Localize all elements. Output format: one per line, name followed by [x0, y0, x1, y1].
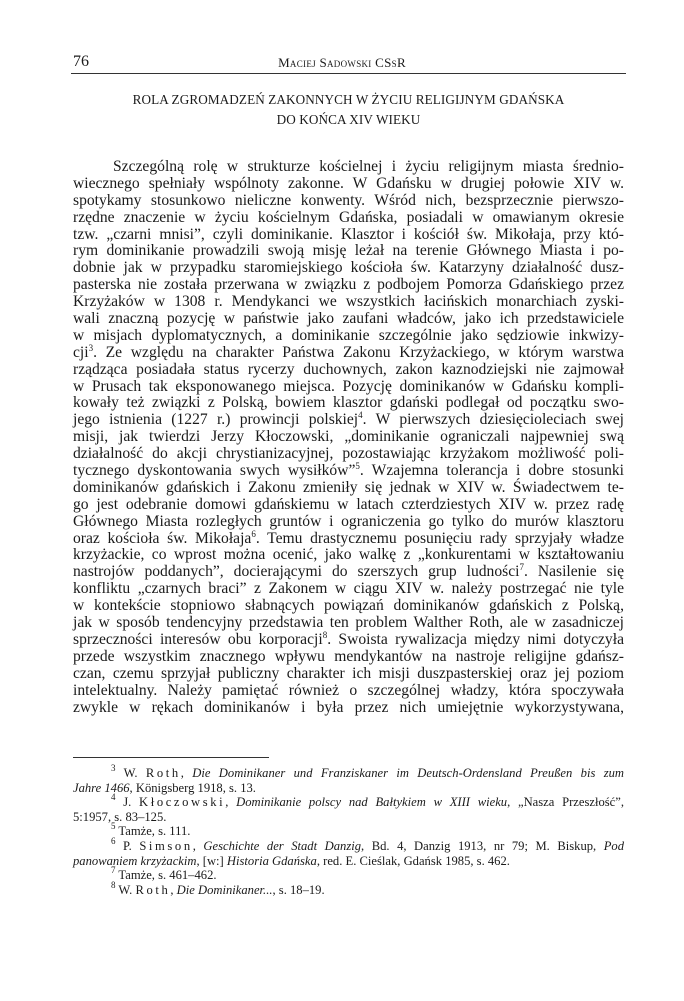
text-run: w Prusach tak eksponowanego miejsca. Pozycję dominikanów w Gdańsku kompli- — [73, 377, 624, 395]
body-line — [73, 311, 624, 328]
body-line — [73, 159, 624, 176]
text-run: Szczególną rolę w strukturze kościelnej i życiu religijnym miasta średnio- — [113, 158, 624, 175]
italic-text: Geschichte der Stadt Danzig — [203, 838, 362, 853]
text-run: zwykle w rękach dominikanów i była przez nich umiejętnie wykorzystywana, — [73, 698, 624, 716]
body-line — [73, 547, 624, 564]
body-line — [73, 564, 624, 581]
chapter-title-line-1: ROLA ZGROMADZEŃ ZAKONNYCH W ŻYCIU RELIGIJNYM GDAŃSKA — [132, 92, 565, 107]
text-run: działalność do akcji chrystianizacyjnej, pozostawiając krzyżakom możliwość poli- — [73, 445, 624, 463]
text-run: Głównego Miasta rozległych gruntów i ograniczenia go tylko do murów klasztoru — [73, 512, 624, 530]
text-run: Tamże, s. 111. — [115, 824, 191, 839]
text-run: pasterska nie została przerwana w związku z podbojem Pomorza Gdańskiego przez — [73, 276, 624, 294]
text-run: . Nasilenie się — [523, 563, 625, 581]
footnote-marker[interactable]: 5 — [355, 461, 360, 472]
text-run: , — [192, 838, 204, 853]
italic-text: Pod — [603, 838, 625, 853]
footnote-marker[interactable]: 4 — [358, 410, 363, 421]
author-name: Simson — [139, 838, 193, 853]
text-run: . Swoista rywalizacja między nimi dotyczyła — [327, 630, 624, 648]
body-line — [73, 429, 624, 446]
footnote-line — [73, 763, 625, 781]
header-rule — [71, 73, 626, 74]
text-run: cji — [73, 343, 89, 361]
body-line — [73, 260, 624, 277]
text-run: intelektualny. Należy pamiętać również o szczególnej władzy, która spoczywała — [73, 681, 624, 699]
text-run: . Ze względu na charakter Państwa Zakonu Krzyżackiego, w którym warstwa — [93, 343, 624, 361]
body-line — [73, 277, 624, 294]
text-run: sprzeczności interesów obu korporacji — [73, 630, 323, 648]
text-run: . Wzajemna tolerancja i dobre stosunki — [359, 462, 624, 480]
footnote-marker[interactable]: 3 — [88, 342, 94, 353]
text-run: czan, czemu sprzyjał publiczny charakter ich misji duszpasterskiej oraz jej poziom — [73, 664, 624, 682]
text-run: wiecznego spełniały wspólnoty zakonne. W Gdańsku w drugiej połowie XIV w. — [73, 174, 624, 192]
text-run: , [w:] — [196, 853, 227, 868]
footnote-marker[interactable]: 7 — [111, 865, 116, 876]
body-line — [73, 395, 624, 412]
text-run: jego istnienia (1227 r.) prowincji polskiej — [73, 411, 359, 429]
text-run: , — [180, 766, 193, 780]
text-run: rym dominikanie prowadzili swoją misję leżał na terenie Głównego Miasta i po- — [73, 242, 624, 260]
body-line — [73, 193, 624, 210]
text-run: , „Nasza Przeszłość”, — [507, 795, 624, 810]
italic-text: Die Dominikaner und Franziskaner im Deutsch-Ordensland Preußen bis zum — [192, 766, 625, 780]
italic-text: Historia Gdańska — [226, 853, 317, 868]
text-run: konfliktu „czarnych braci” z Zakonem w ciągu XIV w. należy postrzegać nie tyle — [73, 580, 624, 598]
body-line — [73, 446, 624, 463]
page-number: 76 — [73, 53, 89, 70]
body-line — [73, 210, 624, 227]
author-name: Roth — [145, 766, 181, 780]
text-run: tzw. „czarni mnisi”, czyli dominikanie. Klasztor i kościół św. Mikołaja, przy któ- — [73, 225, 624, 243]
body-line — [73, 666, 624, 683]
body-line — [73, 379, 624, 396]
body-line — [73, 700, 624, 717]
author-name: Roth — [135, 882, 171, 897]
body-line — [73, 615, 624, 632]
body-text — [73, 159, 624, 716]
text-run: , s. 18–19. — [272, 882, 325, 897]
text-run: . W pierwszych dziesięcioleciach swej — [362, 411, 625, 429]
text-run: misji, jak twierdzi Jerzy Kłoczowski, „dominikanie ograniczali najpewniej swą — [73, 428, 624, 446]
body-line — [73, 243, 624, 260]
text-run: wali znaczną pozycję w państwie jako zaufani władców, jako ich przedstawiciele — [73, 310, 624, 328]
text-run: tycznego dyskontowania swych wysiłków” — [73, 462, 356, 480]
text-run: oraz kościoła św. Mikołaja — [73, 529, 252, 547]
body-line — [73, 598, 624, 615]
text-run: Tamże, s. 461–462. — [115, 868, 217, 883]
body-line — [73, 497, 624, 514]
footnote-line — [73, 854, 624, 869]
footnote-marker[interactable]: 7 — [519, 562, 524, 573]
italic-text: panowaniem krzyżackim — [73, 853, 197, 868]
footnote-marker[interactable]: 8 — [111, 879, 116, 890]
footnote-line — [73, 865, 624, 883]
author-name: Kłoczowski — [139, 795, 226, 810]
text-run: przede wszystkim znacznego wpływu mendykantów na nastroje religijne gdańsz- — [73, 647, 624, 665]
chapter-title-line-2: DO KOŃCA XIV WIEKU — [276, 112, 421, 127]
body-line — [73, 514, 624, 531]
body-line — [73, 294, 624, 311]
italic-text: Die Dominikaner... — [176, 882, 273, 897]
running-head: Maciej Sadowski CSsR — [278, 55, 406, 70]
text-run: rządząca posiadała status rycerzy duchownych, zakon kaznodziejski nie zajmował — [73, 360, 624, 378]
body-line — [73, 463, 624, 480]
text-run: 5:1957, s. 83–125. — [73, 809, 167, 824]
body-line — [73, 649, 624, 666]
body-line — [73, 227, 624, 244]
text-run: go jest odebranie domowi gdańskiemu w latach czterdziestych XIV w. przez radę — [73, 495, 624, 513]
text-run: nastrojów poddanych”, docierającymi do szerszych grup ludności — [73, 563, 520, 581]
footnote-line — [73, 835, 625, 854]
body-line — [73, 480, 624, 497]
footnote-marker[interactable]: 3 — [111, 763, 116, 773]
text-run: krzyżackie, co wprost można ocenić, jako walkę z „konkurentami w kształtowaniu — [73, 546, 624, 564]
body-line — [73, 412, 624, 429]
footnote-marker[interactable]: 4 — [111, 792, 116, 803]
text-run: kowały też związki z Polską, bowiem klasztor gdański podlegał od początku swo- — [73, 394, 624, 412]
italic-text: Jahre 1466 — [73, 780, 130, 795]
body-line — [73, 342, 624, 362]
text-run: , Bd. 4, Danzig 1913, nr 79; M. Biskup, — [361, 838, 604, 853]
text-run: dobnie jak w przypadku staromiejskiego kościoła św. Katarzyny działalność dusz- — [73, 259, 624, 277]
footnote-line — [73, 821, 624, 839]
body-line — [73, 581, 624, 598]
footnote-rule — [73, 757, 269, 758]
body-line — [73, 683, 624, 700]
text-run: jak w sposób tendencyjny przedstawia ten problem Walther Roth, ale w zasadniczej — [73, 614, 624, 632]
footnote-line — [73, 781, 624, 796]
text-run: Krzyżaków w 1308 r. Mendykanci we wszystkich łacińskich monarchiach zyski- — [73, 293, 624, 311]
text-run: , red. E. Cieślak, Gdańsk 1985, s. 462. — [316, 853, 510, 868]
footnote-marker[interactable]: 6 — [251, 528, 256, 539]
text-run: W. — [115, 882, 136, 897]
italic-text: Dominikanie polscy nad Bałtykiem w XIII wieku — [236, 795, 508, 810]
text-run: rzędne znaczenie w życiu kościelnym Gdańska, posiadali w omawianym okresie — [73, 208, 624, 226]
body-line — [73, 328, 624, 345]
footnote-line — [73, 810, 624, 825]
text-run: w kontekście stopniowo słabnących powiązań dominikanów gdańskich z Polską, — [73, 597, 624, 615]
footnote-line — [73, 879, 624, 898]
text-run: dominikanów gdańskich i Zakonu zmieniły się jednak w XIV w. Świadectwem te- — [73, 478, 624, 496]
text-run: P. — [115, 838, 140, 853]
text-run: W. — [115, 766, 146, 780]
body-line — [73, 362, 624, 379]
text-run: . Temu drastycznemu posunięciu rady sprzyjały władze — [255, 529, 625, 547]
text-run: , — [170, 882, 177, 897]
footnote-marker[interactable]: 6 — [111, 835, 116, 846]
footnote-marker[interactable]: 8 — [322, 629, 328, 640]
body-line — [73, 176, 624, 193]
text-run: , — [225, 795, 237, 810]
footnote-marker[interactable]: 5 — [111, 821, 116, 832]
text-run: w misjach dyplomatycznych, a dominikanie szczególnie jako sędziowie inkwizy- — [73, 326, 624, 344]
body-line — [73, 528, 625, 548]
body-line — [73, 629, 624, 649]
text-run: spotykamy stosunkowo nieliczne konwenty. Wśród nich, bezsprzecznie pierwszo- — [73, 191, 624, 209]
text-run: J. — [115, 795, 140, 810]
footnotes — [73, 763, 625, 897]
text-run: , Königsberg 1918, s. 13. — [129, 780, 256, 795]
footnote-line — [73, 792, 624, 810]
